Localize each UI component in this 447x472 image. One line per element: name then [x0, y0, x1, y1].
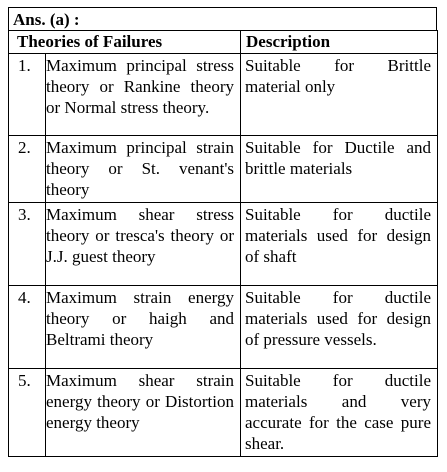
header-description: Description [241, 31, 438, 54]
theory-cell: Maximum shear stress theory or tresca's theory or J.J. guest theory [46, 203, 241, 286]
table-header-row [9, 31, 438, 54]
description-cell: Suitable for Brittle material only [241, 54, 438, 136]
theory-cell: Maximum principal stress theory or Rankine theory or Normal stress theory. [46, 54, 241, 136]
description-cell: Suitable for ductile materials used for design of pressure vessels. [241, 286, 438, 369]
row-number: 3. [9, 203, 46, 286]
table-row [9, 54, 438, 136]
header-theories: Theories of Failures [9, 31, 241, 54]
row-number: 2. [9, 136, 46, 203]
row-number: 4. [9, 286, 46, 369]
table-row [9, 203, 438, 286]
table-row [9, 369, 438, 457]
theory-cell: Maximum strain energy theory or haigh and Beltrami theory [46, 286, 241, 369]
answer-label: Ans. (a) : [8, 7, 437, 30]
theory-cell: Maximum principal strain theory or St. venant's theory [46, 136, 241, 203]
row-number: 1. [9, 54, 46, 136]
row-number: 5. [9, 369, 46, 457]
answer-section [8, 7, 437, 457]
theories-table [8, 30, 438, 457]
table-row [9, 286, 438, 369]
table-row [9, 136, 438, 203]
description-cell: Suitable for Ductile and brittle materials [241, 136, 438, 203]
description-cell: Suitable for ductile materials and very accurate for the case pure shear. [241, 369, 438, 457]
theory-cell: Maximum shear strain energy theory or Distortion energy theory [46, 369, 241, 457]
description-cell: Suitable for ductile materials used for design of shaft [241, 203, 438, 286]
